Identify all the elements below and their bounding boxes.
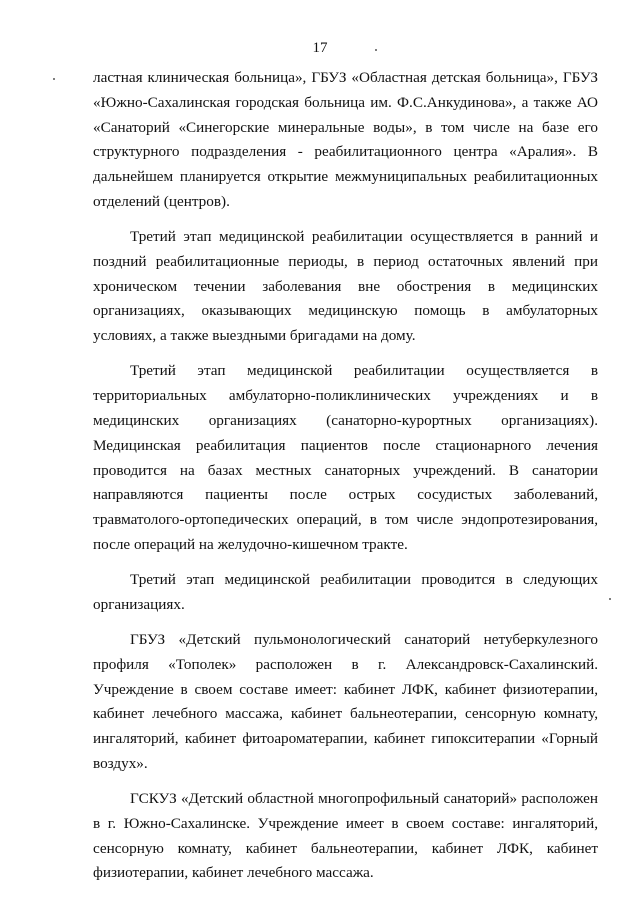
scan-speck: [375, 49, 377, 51]
paragraph: ластная клиническая больница», ГБУЗ «Областная детская больница», ГБУЗ «Южно-Сахалинская городская больница им. Ф.С.Анкудинова», а также АО «Санаторий «Синегорские минеральные воды», в том числе на базе его структурного подразделения - реабилитационного центра «Аралия». В дальнейшем планируется открытие межмуниципальных реабилитационных отделений (центров).: [93, 69, 598, 210]
paragraph: ГБУЗ «Детский пульмонологический санаторий нетуберкулезного профиля «Тополек» расположен в г. Александровск-Сахалинский. Учреждение в своем составе имеет: кабинет ЛФК, кабинет физиотерапии, кабинет лечебного массажа, кабинет бальнеотерапии, сенсорную комнату, ингаляторий, кабинет фитоароматерапии, кабинет гипокситерапии «Горный воздух».: [93, 630, 598, 772]
paragraph: ГСКУЗ «Детский областной многопрофильный санаторий» расположен в г. Южно-Сахалинске. Учреждение имеет в своем составе: ингаляторий, сенсорную комнату, кабинет бальнеотерапии, кабинет ЛФК, кабинет физиотерапии, кабинет лечебного массажа.: [93, 790, 598, 882]
body-text: [93, 66, 598, 896]
paragraph: Третий этап медицинской реабилитации осуществляется в территориальных амбулаторно-поликлинических учреждениях и в медицинских организациях (санаторно-курортных организациях). Медицинская реабилитация пациентов после стационарного лечения проводится на базах местных санаторных учреждений. В санатории направляются пациенты после острых сосудистых заболеваний, травматолого-ортопедических операций, в том числе эндопротезирования, после операций на желудочно-кишечном тракте.: [93, 362, 598, 553]
scan-speck: [609, 598, 611, 600]
paragraph: Третий этап медицинской реабилитации осуществляется в ранний и поздний реабилитационные периоды, в период остаточных явлений при хроническом течении заболевания вне обострения в медицинских организациях, оказывающих медицинскую помощь в амбулаторных условиях, а также выездными бригадами на дому.: [93, 228, 598, 345]
paragraph: Третий этап медицинской реабилитации проводится в следующих организациях.: [93, 571, 598, 613]
page-number: 17: [312, 40, 328, 56]
scan-speck: [53, 78, 55, 80]
